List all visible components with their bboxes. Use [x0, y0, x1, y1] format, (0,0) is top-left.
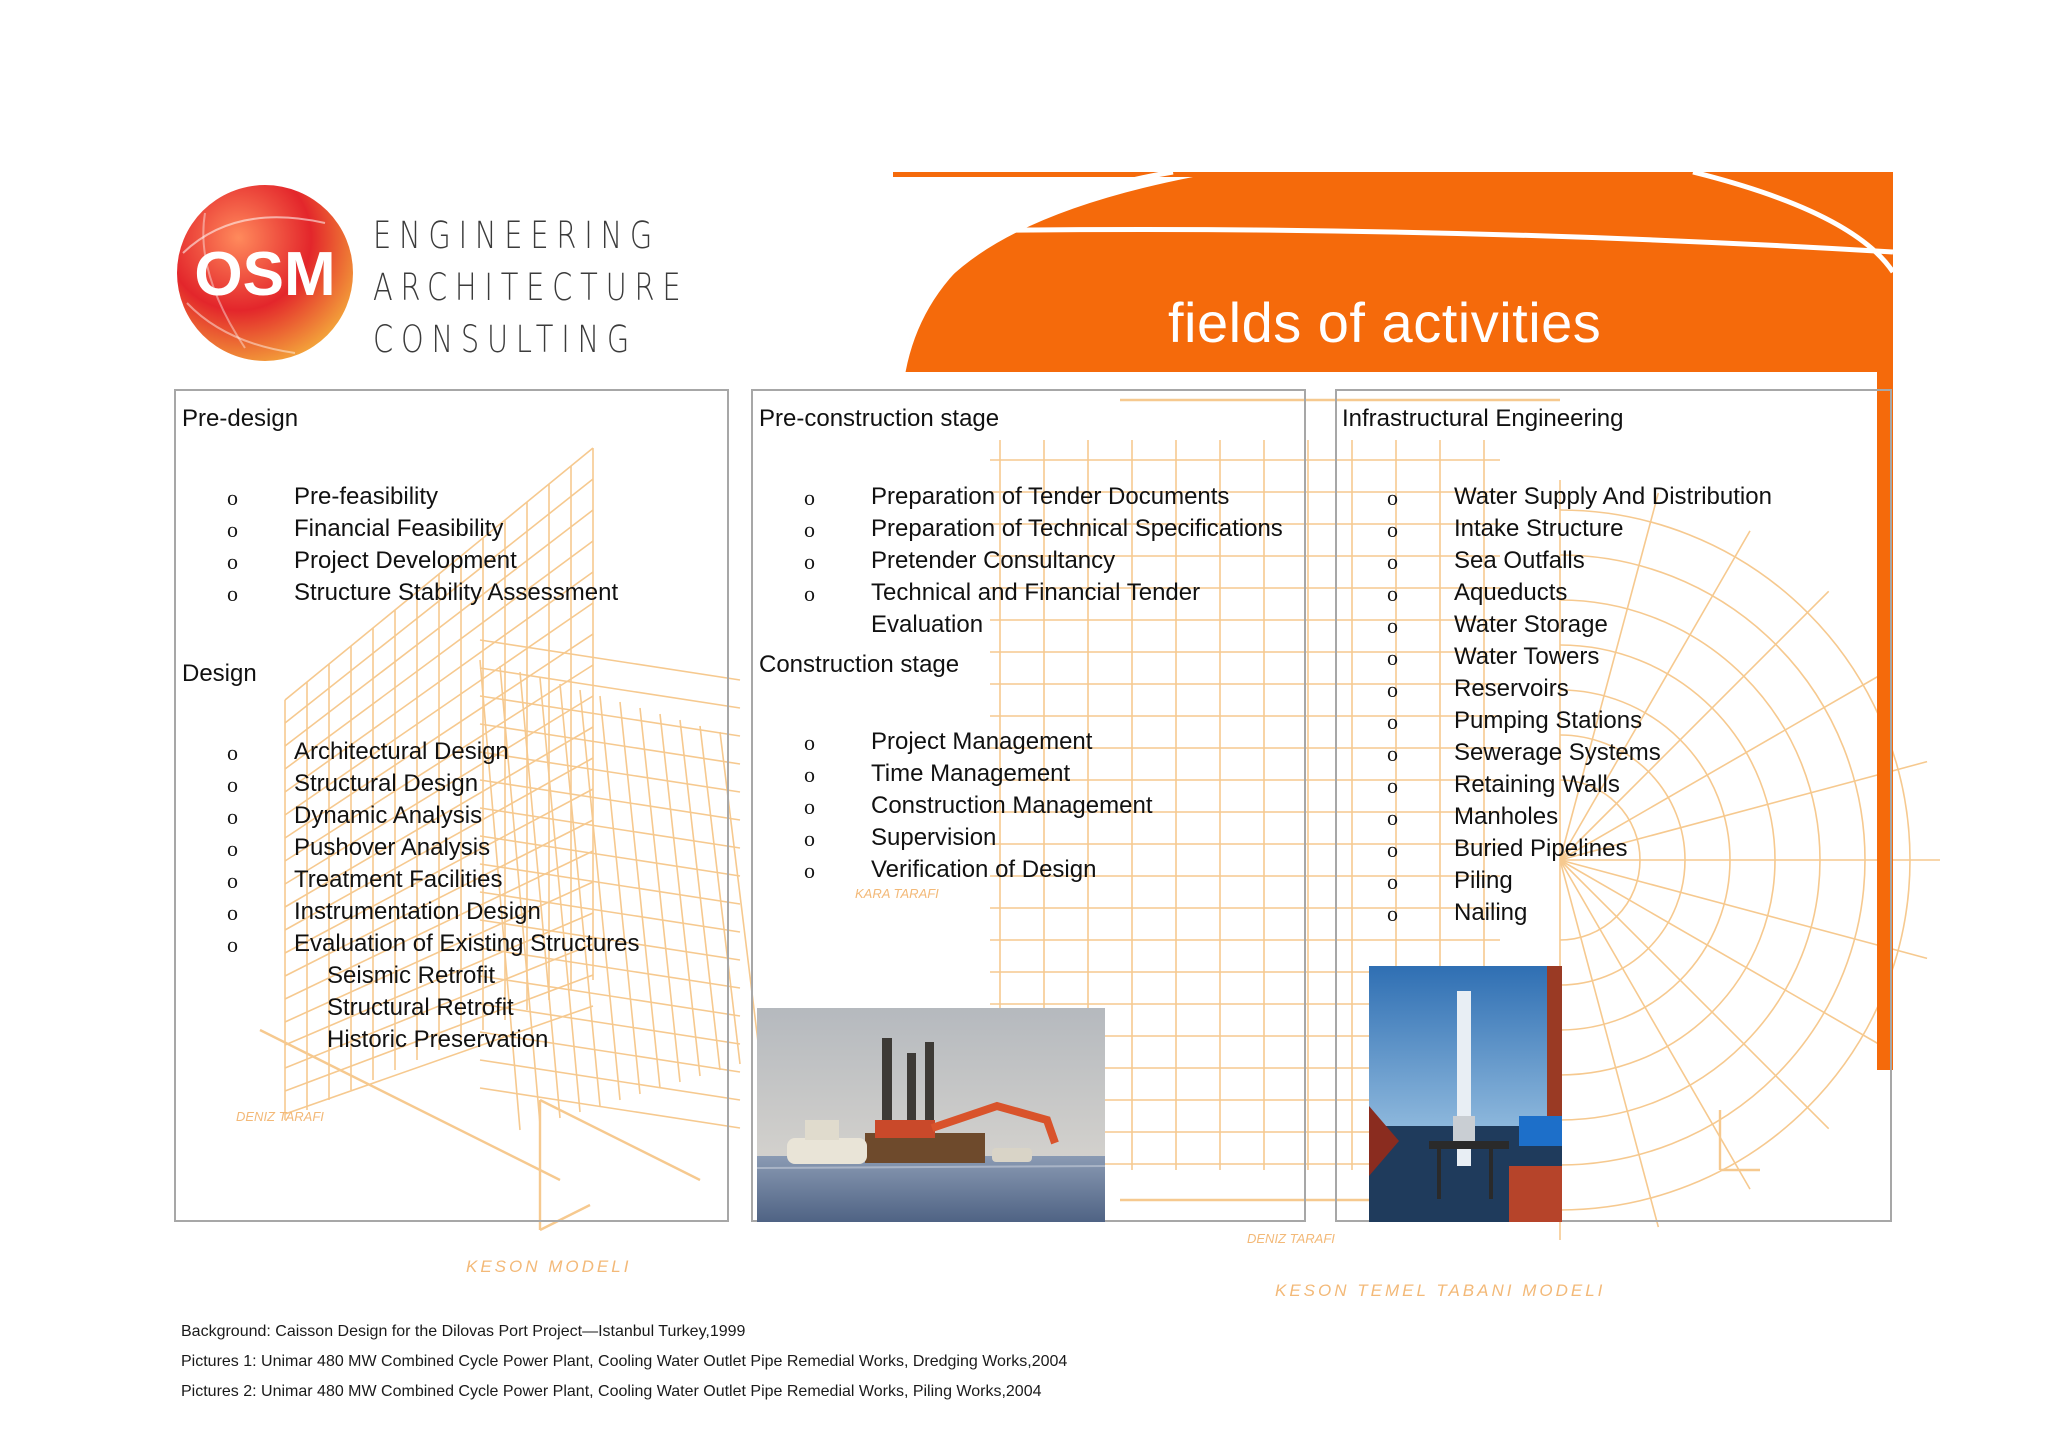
list-item: [1387, 801, 1772, 833]
list-item-label: Reservoirs: [1454, 675, 1569, 702]
sea-side-label-right: DENIZ TARAFI: [1247, 1231, 1335, 1246]
piling-works-photo: [1369, 966, 1562, 1222]
dredging-works-photo: [757, 1008, 1105, 1222]
bullet-icon: o: [804, 485, 815, 510]
bullet-icon: o: [227, 485, 238, 510]
osm-logo-icon: [175, 183, 355, 363]
list-item-label: Pushover Analysis: [294, 834, 491, 861]
list-item-label: Nailing: [1454, 899, 1528, 926]
list-item: [804, 822, 1152, 854]
bullet-icon: o: [1387, 773, 1398, 798]
list-item: [227, 832, 640, 864]
list-item: [804, 854, 1152, 886]
list-item-label: Sewerage Systems: [1454, 739, 1661, 766]
list-item: [1387, 673, 1772, 705]
list-item: [804, 545, 1283, 577]
company-tagline: [373, 210, 688, 366]
heading-infrastructure: Infrastructural Engineering: [1342, 405, 1624, 432]
list-item-label: Manholes: [1454, 803, 1559, 830]
bullet-icon: o: [804, 549, 815, 574]
sub-list-item: Structural Retrofit: [327, 994, 514, 1021]
list-item-label: Dynamic Analysis: [294, 802, 483, 829]
list-item: [227, 513, 618, 545]
list-item-label: Evaluation of Existing Structures: [294, 930, 640, 957]
bullet-icon: o: [804, 517, 815, 542]
list-item: [227, 800, 640, 832]
list-item: [804, 577, 1283, 609]
list-item: [1387, 833, 1772, 865]
bullet-icon: o: [227, 836, 238, 861]
list-item-label: Pre-feasibility: [294, 483, 439, 510]
list-item-label: Sea Outfalls: [1454, 547, 1585, 574]
list-item-label: Water Storage: [1454, 611, 1608, 638]
list-item: [1387, 897, 1772, 929]
bullet-icon: o: [227, 932, 238, 957]
bullet-icon: o: [1387, 517, 1398, 542]
list-item-label: Intake Structure: [1454, 515, 1624, 542]
list-item-label: Water Supply And Distribution: [1454, 483, 1772, 510]
heading-design: Design: [182, 660, 257, 687]
list-item: [1387, 481, 1772, 513]
page-title: fields of activities: [1168, 291, 1602, 354]
list-item-label: Buried Pipelines: [1454, 835, 1628, 862]
tagline-line-consulting: CONSULTING: [373, 318, 638, 361]
bullet-icon: o: [1387, 581, 1398, 606]
list-item: [1387, 577, 1772, 609]
list-item: [1387, 705, 1772, 737]
list-item: [227, 896, 640, 928]
heading-pre-design: Pre-design: [182, 405, 299, 432]
list-item-label: Time Management: [871, 760, 1071, 787]
bullet-icon: o: [227, 517, 238, 542]
list-item: [227, 736, 640, 768]
list-item-label: Project Development: [294, 547, 517, 574]
list-item-label: Project Management: [871, 728, 1093, 755]
list-item-label: Structure Stability Assessment: [294, 579, 619, 606]
list-design-sub-items: [327, 960, 548, 1056]
left-drawing-caption: KESON MODELI: [466, 1257, 632, 1276]
list-item-label: Water Towers: [1454, 643, 1600, 670]
bullet-icon: o: [1387, 741, 1398, 766]
list-item-label: Architectural Design: [294, 738, 509, 765]
sea-side-label-left: DENIZ TARAFI: [236, 1109, 324, 1124]
list-item: [1387, 545, 1772, 577]
bullet-icon: o: [1387, 869, 1398, 894]
list-construction: [804, 726, 1152, 886]
bullet-icon: o: [227, 740, 238, 765]
list-item: [227, 768, 640, 800]
list-item: [1387, 737, 1772, 769]
bullet-icon: o: [227, 549, 238, 574]
list-item-label: Instrumentation Design: [294, 898, 541, 925]
list-item: [1387, 769, 1772, 801]
bullet-icon: o: [227, 772, 238, 797]
bullet-icon: o: [1387, 709, 1398, 734]
list-item-label: Treatment Facilities: [294, 866, 503, 893]
footnote-background: Background: Caisson Design for the Dilovas Port Project—Istanbul Turkey,1999: [181, 1323, 746, 1340]
list-item-label: Preparation of Technical Specifications: [871, 515, 1283, 542]
land-side-label: KARA TARAFI: [855, 886, 939, 901]
list-item: [804, 790, 1152, 822]
list-item-label: Verification of Design: [871, 856, 1097, 883]
bullet-icon: o: [227, 581, 238, 606]
list-pre-construction: [804, 481, 1283, 641]
list-item: [227, 577, 618, 609]
list-item: [804, 758, 1152, 790]
bullet-icon: o: [1387, 485, 1398, 510]
tagline-line-engineering: ENGINEERING: [373, 214, 661, 257]
list-item-label: Pretender Consultancy: [871, 547, 1116, 574]
bullet-icon: o: [804, 730, 815, 755]
list-item-label: Technical and Financial Tender: [871, 579, 1201, 606]
list-item-label: Pumping Stations: [1454, 707, 1643, 734]
list-item: [227, 481, 618, 513]
list-item: [804, 481, 1283, 513]
list-item-continuation: [804, 609, 1283, 641]
list-item: [804, 726, 1152, 758]
list-item-label: Evaluation: [871, 611, 984, 638]
heading-construction: Construction stage: [759, 651, 960, 678]
list-item: [1387, 609, 1772, 641]
heading-pre-construction: Pre-construction stage: [759, 405, 1000, 432]
list-item: [1387, 865, 1772, 897]
bullet-icon: o: [227, 804, 238, 829]
list-item: [227, 864, 640, 896]
right-drawing-caption: KESON TEMEL TABANI MODELI: [1275, 1281, 1606, 1300]
list-item: [1387, 641, 1772, 673]
list-infrastructure: [1387, 481, 1772, 929]
bullet-icon: o: [804, 794, 815, 819]
bullet-icon: o: [804, 858, 815, 883]
list-item-label: Supervision: [871, 824, 997, 851]
list-item-label: Aqueducts: [1454, 579, 1568, 606]
bullet-icon: o: [1387, 549, 1398, 574]
bullet-icon: o: [1387, 677, 1398, 702]
logo-mark-text: OSM: [194, 240, 336, 309]
list-pre-design: [227, 481, 618, 609]
bullet-icon: o: [227, 868, 238, 893]
list-item: [227, 928, 640, 960]
list-design: [227, 736, 640, 960]
list-item: [227, 545, 618, 577]
bullet-icon: o: [804, 826, 815, 851]
tagline-line-architecture: ARCHITECTURE: [373, 266, 689, 309]
list-item-label: Retaining Walls: [1454, 771, 1620, 798]
bullet-icon: o: [1387, 805, 1398, 830]
list-item-label: Structural Design: [294, 770, 479, 797]
bullet-icon: o: [804, 762, 815, 787]
list-item-label: Construction Management: [871, 792, 1153, 819]
list-item-label: Financial Feasibility: [294, 515, 504, 542]
list-item-label: Preparation of Tender Documents: [871, 483, 1230, 510]
footnote-pictures-2: Pictures 2: Unimar 480 MW Combined Cycle Power Plant, Cooling Water Outlet Pipe Remedial Works, Piling Works,2004: [181, 1383, 1042, 1400]
bullet-icon: o: [1387, 645, 1398, 670]
sub-list-item: Seismic Retrofit: [327, 962, 496, 989]
bullet-icon: o: [804, 581, 815, 606]
list-item: [1387, 513, 1772, 545]
bullet-icon: o: [1387, 837, 1398, 862]
bullet-icon: o: [1387, 613, 1398, 638]
list-item-label: Piling: [1454, 867, 1513, 894]
bullet-icon: o: [1387, 901, 1398, 926]
bullet-icon: o: [227, 900, 238, 925]
footnote-pictures-1: Pictures 1: Unimar 480 MW Combined Cycle Power Plant, Cooling Water Outlet Pipe Remedial Works, Dredging Works,2004: [181, 1353, 1068, 1370]
list-item: [804, 513, 1283, 545]
sub-list-item: Historic Preservation: [327, 1026, 549, 1053]
